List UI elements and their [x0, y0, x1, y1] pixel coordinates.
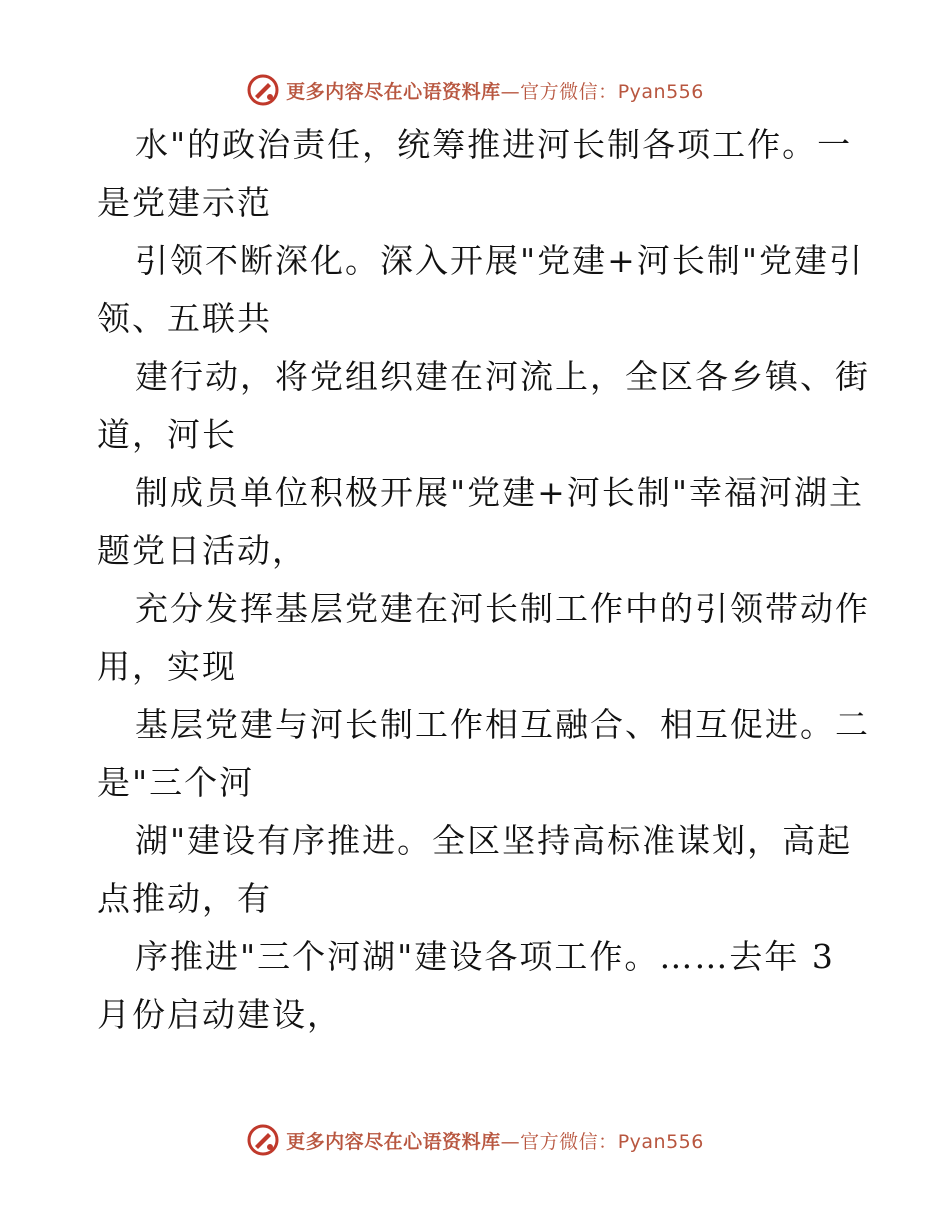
header-banner-text: [286, 77, 704, 104]
footer-wechat-label: 官方微信：: [520, 1130, 618, 1153]
document-body: [97, 116, 870, 1044]
body-line: 题党日活动，: [97, 531, 307, 570]
body-line: 制成员单位积极开展"党建+河长制"幸福河湖主: [135, 473, 865, 512]
body-line: 月份启动建设，: [97, 995, 342, 1034]
footer-banner-text: [286, 1127, 704, 1154]
brand-logo-icon: [246, 1123, 280, 1157]
body-line: 引领不断深化。深入开展"党建+河长制"党建引: [135, 241, 865, 280]
body-line: 建行动，将党组织建在河流上，全区各乡镇、街: [135, 357, 870, 396]
header-watermark-banner: [0, 70, 950, 110]
header-separator: —: [500, 80, 521, 103]
body-line: 充分发挥基层党建在河长制工作中的引领带动作: [135, 589, 870, 628]
body-line: 是"三个河: [97, 763, 255, 802]
header-wechat-label: 官方微信：: [520, 80, 618, 103]
body-line: 点推动，有: [97, 879, 272, 918]
header-wechat-id: Pyan556: [617, 80, 704, 103]
header-brand-text: 更多内容尽在心语资料库: [286, 80, 501, 103]
body-line: 湖"建设有序推进。全区坚持高标准谋划，高起: [135, 821, 853, 860]
body-line: 领、五联共: [97, 299, 272, 338]
brand-logo-icon: [246, 73, 280, 107]
footer-separator: —: [500, 1130, 521, 1153]
body-line: 水"的政治责任，统筹推进河长制各项工作。一: [135, 125, 853, 164]
body-line: 序推进"三个河湖"建设各项工作。……去年 3: [135, 937, 835, 976]
body-line: 用，实现: [97, 647, 237, 686]
body-line: 是党建示范: [97, 183, 272, 222]
footer-watermark-banner: [0, 1120, 950, 1160]
body-line: 道，河长: [97, 415, 237, 454]
footer-wechat-id: Pyan556: [617, 1130, 704, 1153]
footer-brand-text: 更多内容尽在心语资料库: [286, 1130, 501, 1153]
body-line: 基层党建与河长制工作相互融合、相互促进。二: [135, 705, 870, 744]
